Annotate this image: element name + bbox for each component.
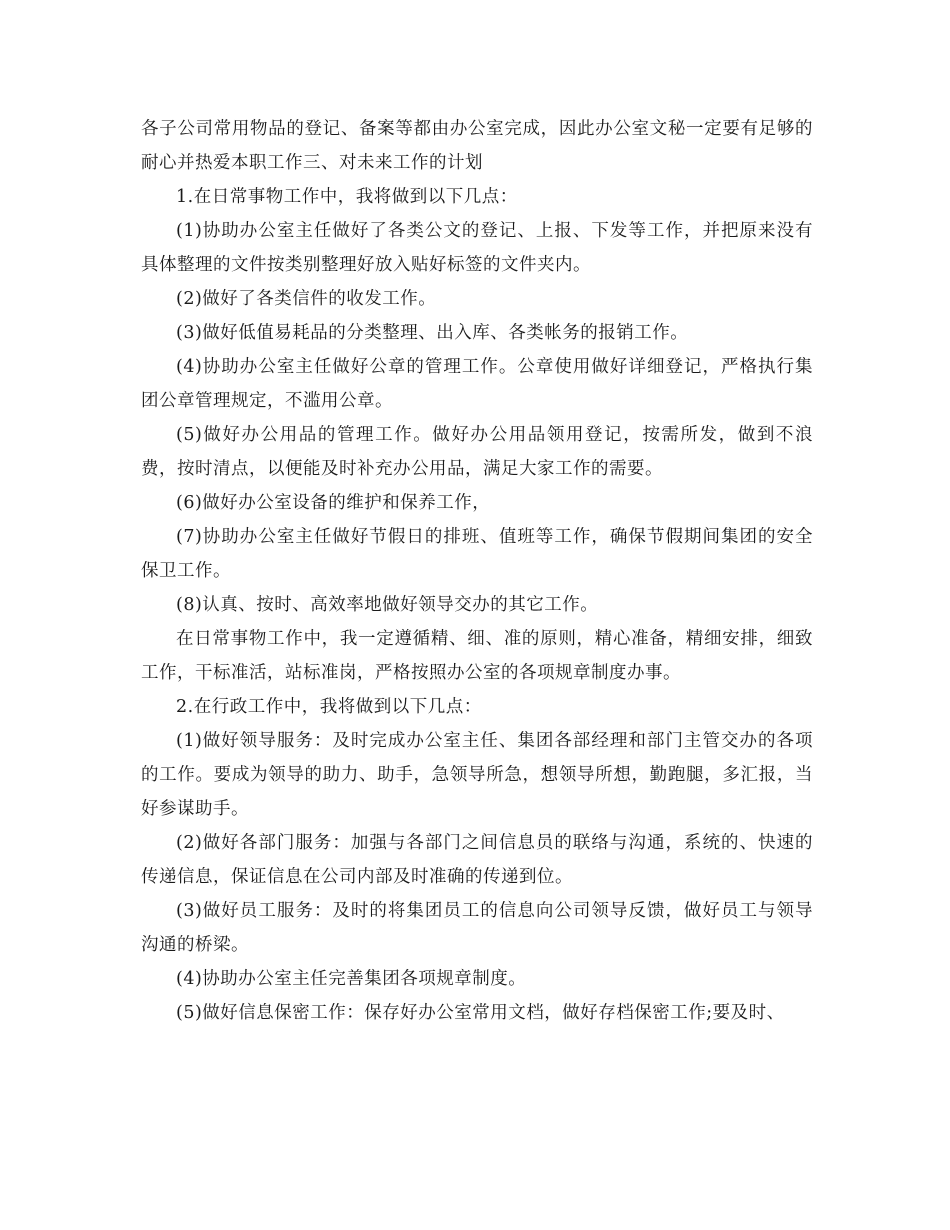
paragraph: (5)做好信息保密工作：保存好办公室常用文档，做好存档保密工作;要及时、 [176,1003,785,1023]
paragraph: (3)做好员工服务：及时的将集团员工的信息向公司领导反馈，做好员工与领导沟通的桥梁。 [141,901,813,955]
paragraph: (4)协助办公室主任完善集团各项规章制度。 [176,969,527,989]
paragraph: 2.在行政工作中，我将做到以下几点： [176,697,482,717]
paragraph: 各子公司常用物品的登记、备案等都由办公室完成，因此办公室文秘一定要有足够的耐心并热爱本职工作三、对未来工作的计划 [141,119,813,173]
paragraph: (6)做好办公室设备的维护和保养工作， [176,493,491,513]
paragraph: (2)做好各部门服务：加强与各部门之间信息员的联络与沟通，系统的、快速的传递信息，保证信息在公司内部及时准确的传递到位。 [141,833,813,887]
paragraph: (7)协助办公室主任做好节假日的排班、值班等工作，确保节假期间集团的安全保卫工作。 [141,527,813,581]
document-body [141,112,813,1030]
paragraph: (2)做好了各类信件的收发工作。 [176,289,437,309]
paragraph: 1.在日常事物工作中，我将做到以下几点： [176,187,518,207]
paragraph: (1)协助办公室主任做好了各类公文的登记、上报、下发等工作，并把原来没有具体整理的文件按类别整理好放入贴好标签的文件夹内。 [141,221,813,275]
paragraph: (4)协助办公室主任做好公章的管理工作。公章使用做好详细登记，严格执行集团公章管理规定，不滥用公章。 [141,357,813,411]
paragraph: 在日常事物工作中，我一定遵循精、细、准的原则，精心准备，精细安排，细致工作，干标准活，站标准岗，严格按照办公室的各项规章制度办事。 [141,629,813,683]
paragraph: (1)做好领导服务：及时完成办公室主任、集团各部经理和部门主管交办的各项的工作。要成为领导的助力、助手，急领导所急，想领导所想，勤跑腿，多汇报，当好参谋助手。 [141,731,813,819]
paragraph: (3)做好低值易耗品的分类整理、出入库、各类帐务的报销工作。 [176,323,689,343]
paragraph: (8)认真、按时、高效率地做好领导交办的其它工作。 [176,595,599,615]
paragraph: (5)做好办公用品的管理工作。做好办公用品领用登记，按需所发，做到不浪费，按时清点，以便能及时补充办公用品，满足大家工作的需要。 [141,425,813,479]
